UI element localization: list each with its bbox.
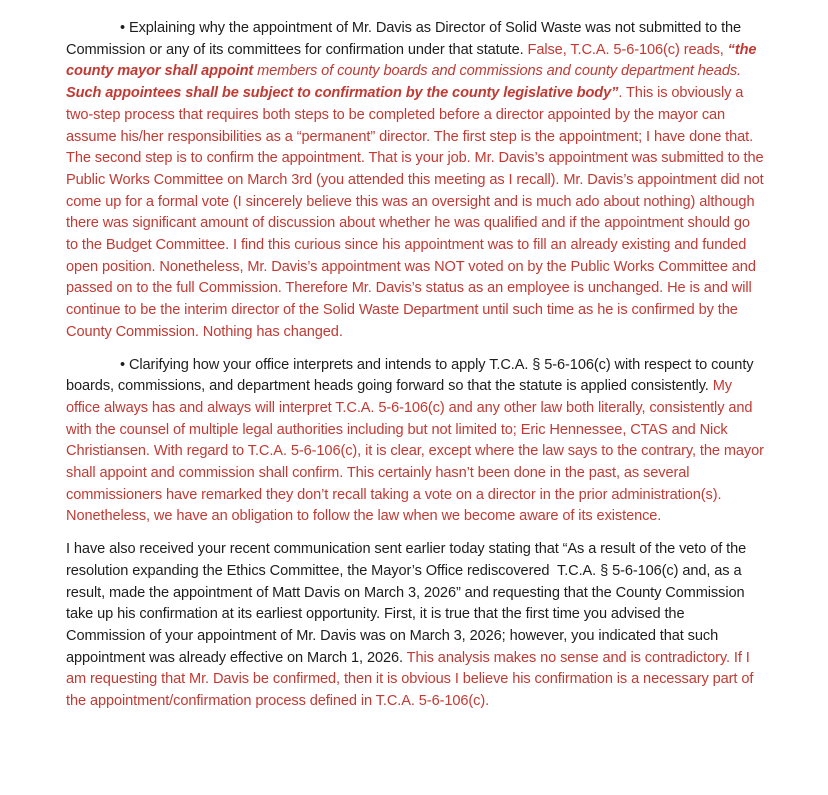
text-run: This analysis makes no sense and is contradictory. If I am requesting that Mr. Davis be confirmed, then it is obvious I believe his confirmation is a necessary part of the appointment/confirmation process defined in T.C.A. 5-6-106(c). — [66, 649, 758, 710]
bullet-paragraph-davis-appointment — [66, 18, 768, 344]
text-run: False, T.C.A. 5-6-106(c) reads, — [527, 41, 728, 58]
text-run: “the county mayor shall appoint — [66, 41, 761, 80]
text-run: Such appointees shall be subject to confirmation by the county legislative body” — [66, 85, 619, 102]
text-run: • Clarifying how your office interprets and intends to apply T.C.A. § 5-6-106(c) with respect to county boards, commissions, and department heads going forward so that the statute is applied consistently. — [66, 356, 758, 395]
text-run: My office always has and always will interpret T.C.A. 5-6-106(c) and any other law both literally, consistently and with the counsel of multiple legal authorities including but not limited to; Eric Hennessee, CTAS and Nick Christiansen. With regard to T.C.A. 5-6-106(c), it is clear, except where the law says to the contrary, the mayor shall appoint and commission shall confirm. This certainly hasn’t been done in the past, as several commissioners have remarked they don’t recall taking a vote on a director in the prior administration(s). Nonetheless, we have an obligation to follow the law when we become aware of its existence. — [66, 378, 768, 525]
text-run: . This is obviously a two-step process that requires both steps to be completed before a director appointed by the mayor can assume his/her responsibilities as a “permanent” director. The first step is the appointment; I have done that. The second step is to confirm the appointment. That is your job. Mr. Davis’s appointment was submitted to the Public Works Committee on March 3rd (you attended this meeting as I recall). Mr. Davis’s appointment did not come up for a formal vote (I sincerely believe this was an oversight and is much ado about nothing) although there was significant amount of discussion about whether he was qualified and if the appointment should go to the Budget Committee. I find this curious since his appointment was to fill an already existing and funded open position. Nonetheless, Mr. Davis’s appointment was NOT voted on by the Public Works Committee and passed on to the full Commission. Therefore Mr. Davis’s status as an employee is unchanged. He is and will continue to be the interim director of the Solid Waste Department until such time as he is confirmed by the County Commission. Nothing has changed. — [66, 85, 768, 340]
bullet-paragraph-statute-interpretation — [66, 355, 768, 529]
text-run: I have also received your recent communication sent earlier today stating that “As a result of the veto of the resolution expanding the Ethics Committee, the Mayor’s Office rediscovered T.C.A. § 5-6-106(c) and, as a result, made the appointment of Matt Davis on March 3, 2026” and requesting that the County Commission take up his confirmation at its earliest opportunity. First, it is true that the first time you advised the Commission of your appointment of Mr. Davis was on March 3, 2026; however, you indicated that such appointment was already effective on March 1, 2026. — [66, 541, 751, 666]
text-run: members of county boards and commissions and county department heads. — [257, 63, 745, 80]
paragraph-recent-communication — [66, 539, 764, 713]
text-run: • Explaining why the appointment of Mr. Davis as Director of Solid Waste was not submitted to the Commission or any of its committees for confirmation under that statute. — [66, 20, 746, 58]
